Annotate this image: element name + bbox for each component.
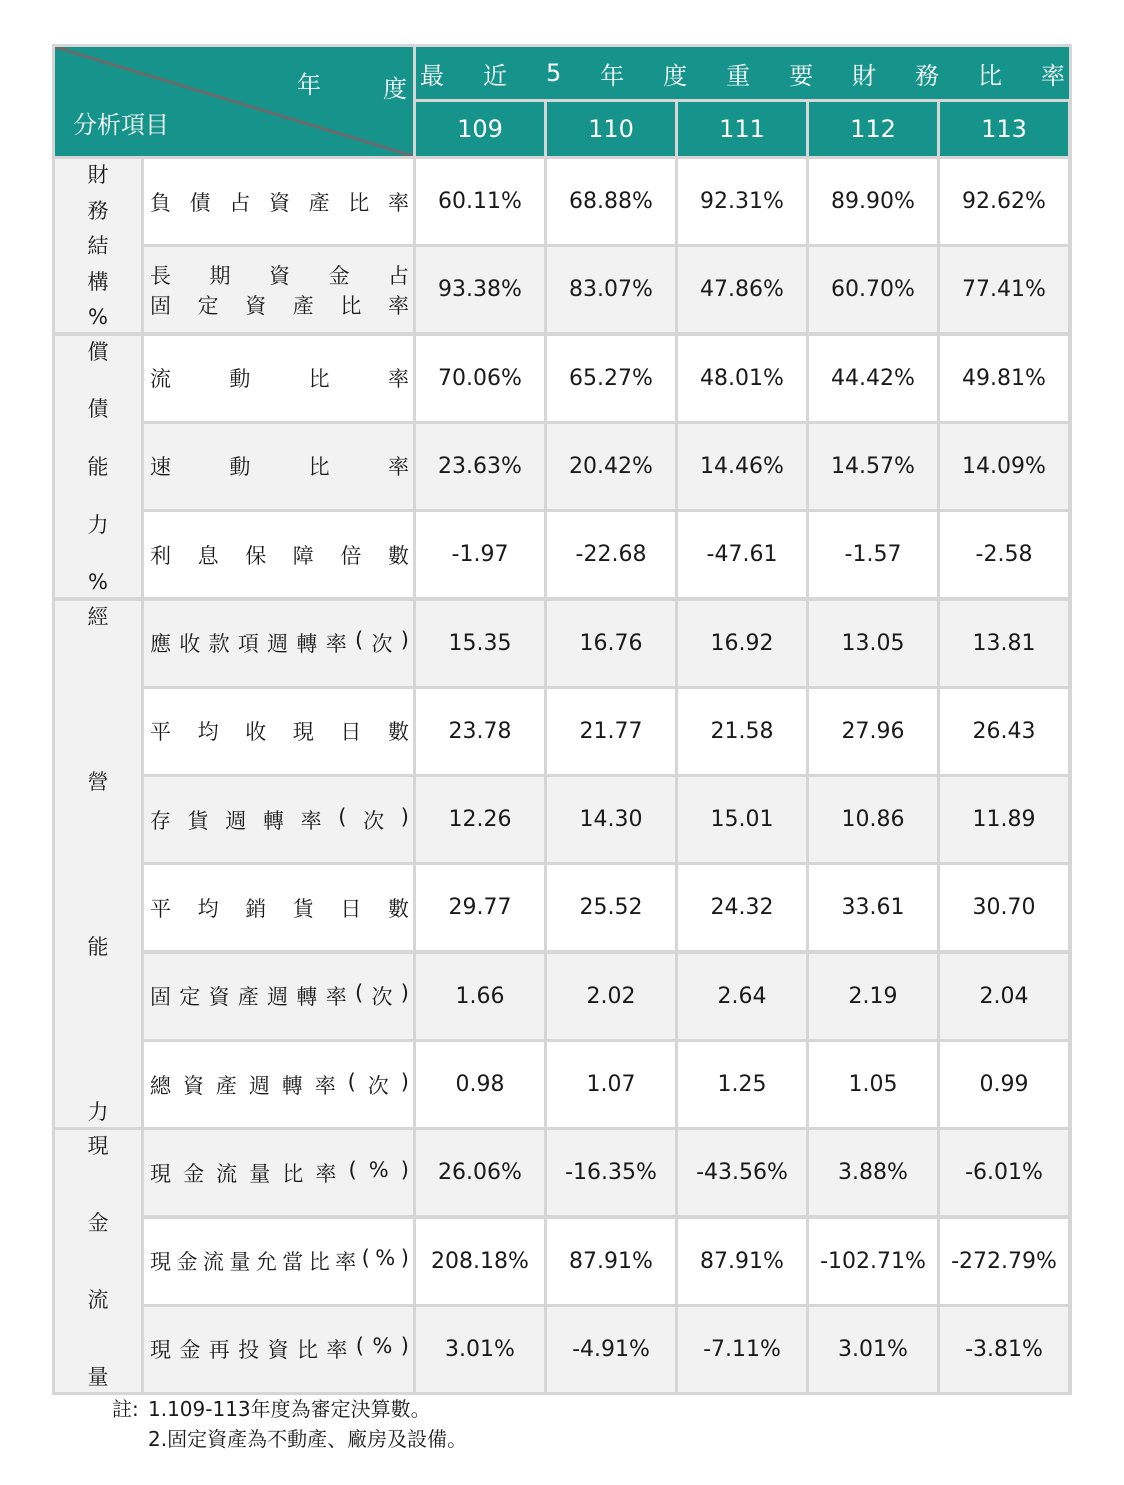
span-title-char: 務 [915, 61, 940, 90]
year-header-111: 111 [678, 102, 806, 156]
row-label-char: 量 [249, 1161, 271, 1186]
value-cell: 14.46% [678, 424, 806, 509]
group-label-char: 能 [87, 454, 109, 479]
span-title-char: 最 [420, 61, 444, 90]
row-label-char: 動 [229, 455, 251, 480]
row-label-char: 率 [325, 985, 347, 1010]
value-cell: -2.58 [940, 512, 1068, 597]
row-label-char: 產 [308, 190, 330, 215]
value-cell: 33.61 [809, 865, 937, 950]
value-cell: 92.62% [940, 159, 1068, 244]
value-cell: 208.18% [416, 1219, 544, 1304]
group-label-char: % [88, 305, 108, 330]
year-header-109: 109 [416, 102, 544, 156]
value-cell: 60.11% [416, 159, 544, 244]
value-cell: 30.70 [940, 865, 1068, 950]
row-label [144, 1130, 413, 1215]
group-label-1 [55, 159, 141, 332]
value-cell: 12.26 [416, 777, 544, 862]
year-header-112: 112 [809, 102, 937, 156]
value-cell: 16.92 [678, 601, 806, 686]
value-cell: -22.68 [547, 512, 675, 597]
group-label-2 [55, 336, 141, 598]
row-label-char: 金 [328, 263, 350, 288]
value-cell: 21.58 [678, 689, 806, 774]
table-notes [112, 1394, 467, 1454]
row-label-char: 週 [267, 985, 289, 1010]
row-label-char: 貨 [187, 808, 209, 833]
value-cell: 0.99 [940, 1042, 1068, 1127]
row-label-char: 均 [197, 720, 219, 745]
row-label-char: 平 [150, 896, 171, 921]
value-cell: -6.01% [940, 1130, 1068, 1215]
row-label-char: 長 [150, 263, 171, 288]
value-cell: 47.86% [678, 247, 806, 332]
row-label [144, 954, 413, 1039]
row-label-char: 率 [326, 1338, 348, 1363]
row-label-char: ) [400, 1246, 409, 1271]
group-label-char: 流 [87, 1288, 109, 1313]
row-label-char: 比 [308, 1250, 330, 1275]
row-label-char: 當 [282, 1250, 304, 1275]
row-label-line [150, 187, 409, 217]
row-label-char: 週 [225, 808, 247, 833]
row-label-char: ( [355, 1334, 364, 1359]
value-cell: 21.77 [547, 689, 675, 774]
value-cell: 26.43 [940, 689, 1068, 774]
row-label-char: 轉 [296, 985, 318, 1010]
row-label-char: 固 [150, 293, 171, 318]
row-label-char: 資 [245, 293, 267, 318]
row-label-char: 次 [367, 1073, 389, 1098]
row-label-char: % [375, 1246, 396, 1271]
row-label-char: 障 [292, 543, 314, 568]
value-cell: -16.35% [547, 1130, 675, 1215]
group-label-char: 構 [87, 269, 109, 294]
row-label-char: 日 [340, 896, 362, 921]
note-line-1: 1.109-113年度為審定決算數。 [148, 1397, 431, 1421]
row-label-char: 總 [150, 1073, 171, 1098]
row-label-char: 數 [387, 720, 409, 745]
value-cell: 10.86 [809, 777, 937, 862]
value-cell: 83.07% [547, 247, 675, 332]
span-title-char: 比 [978, 61, 1002, 90]
row-label-char: 率 [387, 293, 409, 318]
row-label-char: 占 [229, 190, 251, 215]
value-cell: 3.88% [809, 1130, 937, 1215]
span-title-char: 率 [1040, 61, 1065, 90]
year-header-113: 113 [940, 102, 1068, 156]
value-cell: 15.35 [416, 601, 544, 686]
span-title-char: 重 [726, 61, 751, 90]
group-label-4 [55, 1130, 141, 1392]
financial-ratio-table [52, 44, 1072, 1395]
group-label-char: 財 [87, 163, 109, 187]
row-label-char: 銷 [245, 896, 267, 921]
row-label-char: 日 [340, 720, 362, 745]
value-cell: -47.61 [678, 512, 806, 597]
row-label-char: 速 [150, 455, 171, 480]
span-title-char: 要 [789, 61, 814, 90]
row-label-char: 率 [387, 367, 409, 392]
row-label-char: 資 [182, 1073, 204, 1098]
row-label-char: 定 [197, 293, 219, 318]
row-label [144, 1219, 413, 1304]
value-cell: 1.05 [809, 1042, 937, 1127]
value-cell: 14.57% [809, 424, 937, 509]
header-du: 度 [383, 75, 407, 103]
group-label-char: 現 [87, 1134, 109, 1159]
row-label-char: 金 [183, 1161, 205, 1186]
value-cell: 48.01% [678, 336, 806, 421]
header-nian: 年 [297, 71, 321, 99]
value-cell: 25.52 [547, 865, 675, 950]
value-cell: -4.91% [547, 1307, 675, 1392]
value-cell: 13.81 [940, 601, 1068, 686]
row-label-char: 現 [150, 1250, 171, 1275]
row-label-char: 率 [325, 632, 347, 656]
value-cell: 70.06% [416, 336, 544, 421]
span-title-char: 財 [852, 61, 877, 90]
group-label-3 [55, 601, 141, 1128]
row-label-char: 率 [300, 808, 322, 833]
value-cell: 2.64 [678, 954, 806, 1039]
value-cell: 23.78 [416, 689, 544, 774]
row-label-char: 利 [150, 543, 171, 568]
value-cell: 44.42% [809, 336, 937, 421]
value-cell: 3.01% [809, 1307, 937, 1392]
row-label-char: ( [348, 1157, 357, 1182]
row-label-char: 流 [216, 1161, 238, 1186]
row-label-char: ) [400, 804, 409, 829]
row-label-char: ( [354, 628, 364, 652]
value-cell: 20.42% [547, 424, 675, 509]
value-cell: 15.01 [678, 777, 806, 862]
value-cell: 68.88% [547, 159, 675, 244]
row-label-char: 週 [248, 1073, 270, 1098]
row-label-line [150, 1246, 409, 1276]
group-label-char: 償 [87, 339, 109, 364]
row-label-char: 投 [238, 1338, 260, 1363]
value-cell: 3.01% [416, 1307, 544, 1392]
row-label [144, 865, 413, 950]
row-label-char: 保 [245, 543, 267, 568]
row-label-line [150, 981, 409, 1011]
row-label-char: ( [354, 981, 364, 1006]
span-title-char: 度 [663, 61, 688, 90]
row-label-char: 金 [179, 1338, 201, 1363]
row-label-line [150, 893, 409, 923]
group-label-char: 經 [87, 604, 109, 629]
row-label-char: 比 [282, 1161, 304, 1186]
row-label-line [150, 540, 409, 570]
value-cell: 23.63% [416, 424, 544, 509]
row-label-line [150, 805, 409, 835]
row-label-char: 固 [150, 985, 171, 1010]
row-label-char: ( [361, 1246, 370, 1271]
row-label-char: 項 [237, 632, 259, 656]
row-label-char: 資 [268, 190, 290, 215]
row-label [144, 1307, 413, 1392]
value-cell: 77.41% [940, 247, 1068, 332]
row-label-line [150, 1334, 409, 1364]
value-cell: -7.11% [678, 1307, 806, 1392]
row-label-char: ) [400, 1334, 409, 1359]
row-label-char: 負 [150, 190, 171, 215]
row-label-char: 率 [335, 1250, 357, 1275]
row-label-line [150, 628, 409, 658]
row-label-char: 貨 [292, 896, 314, 921]
row-label-char: 產 [237, 985, 259, 1010]
row-label-char: 率 [387, 455, 409, 480]
row-label [144, 336, 413, 421]
row-label-char: 款 [208, 632, 230, 656]
row-label-char: 占 [388, 263, 409, 288]
row-label-char: % [372, 1334, 393, 1359]
value-cell: 14.30 [547, 777, 675, 862]
value-cell: -272.79% [940, 1219, 1068, 1304]
row-label-char: 平 [150, 720, 171, 745]
group-label-char: 金 [87, 1211, 109, 1236]
row-label-line [150, 260, 409, 290]
row-label-char: 資 [208, 985, 230, 1010]
row-label-char: 均 [197, 896, 219, 921]
row-label-char: 量 [229, 1250, 251, 1275]
group-label-char: % [88, 570, 108, 595]
notes-prefix: 註: [112, 1397, 139, 1421]
row-label-char: 比 [348, 190, 370, 215]
value-cell: 11.89 [940, 777, 1068, 862]
row-label-char: 應 [150, 632, 171, 656]
value-cell: 2.02 [547, 954, 675, 1039]
row-label-stack [150, 260, 409, 320]
value-cell: 65.27% [547, 336, 675, 421]
row-label-line [150, 1158, 409, 1188]
group-label-char: 結 [87, 234, 109, 259]
row-label-char: % [368, 1157, 389, 1182]
row-label-line [150, 451, 409, 481]
row-label-char: 收 [245, 720, 267, 745]
value-cell: -3.81% [940, 1307, 1068, 1392]
group-label-char: 債 [87, 397, 109, 422]
row-label-char: 率 [315, 1161, 337, 1186]
value-cell: 1.25 [678, 1042, 806, 1127]
row-label-char: 允 [255, 1250, 277, 1275]
group-label-char: 能 [87, 934, 109, 959]
row-label-line [150, 290, 409, 320]
value-cell: -43.56% [678, 1130, 806, 1215]
row-label-char: 倍 [340, 543, 362, 568]
span-title-char: 近 [482, 61, 507, 90]
row-label-char: 比 [340, 293, 362, 318]
group-label-char: 量 [87, 1364, 109, 1389]
group-label-char: 力 [87, 1099, 109, 1124]
value-cell: 60.70% [809, 247, 937, 332]
row-label-char: ( [347, 1069, 356, 1094]
row-label [144, 159, 413, 244]
row-label-char: 現 [292, 720, 314, 745]
header-item-label: 分析項目 [73, 111, 169, 139]
value-cell: 24.32 [678, 865, 806, 950]
value-cell: 0.98 [416, 1042, 544, 1127]
value-cell: 27.96 [809, 689, 937, 774]
row-label-char: 期 [209, 263, 231, 288]
row-label-char: 收 [179, 632, 201, 656]
value-cell: 2.19 [809, 954, 937, 1039]
value-cell: 87.91% [547, 1219, 675, 1304]
group-label-char: 務 [87, 198, 109, 223]
row-label-char: 資 [269, 263, 290, 288]
row-label-char: 現 [150, 1161, 171, 1186]
row-label-char: ) [400, 1157, 409, 1182]
value-cell: 89.90% [809, 159, 937, 244]
row-label-char: 資 [267, 1338, 289, 1363]
row-label-char: ( [338, 804, 347, 829]
row-label-char: 週 [267, 632, 289, 656]
row-label-char: 金 [176, 1250, 198, 1275]
note-line-2: 2.固定資產為不動產、廠房及設備。 [148, 1427, 468, 1451]
row-label-line [150, 363, 409, 393]
value-cell: 16.76 [547, 601, 675, 686]
row-label-char: 債 [189, 190, 211, 215]
row-label-line [150, 1070, 409, 1100]
value-cell: -102.71% [809, 1219, 937, 1304]
corner-header-cell [55, 47, 413, 156]
value-cell: -1.57 [809, 512, 937, 597]
row-label-char: 產 [215, 1073, 237, 1098]
value-cell: 1.07 [547, 1042, 675, 1127]
row-label-char: 率 [314, 1073, 336, 1098]
span-title-cell [416, 47, 1069, 99]
row-label-char: 流 [202, 1250, 224, 1275]
row-label-char: 比 [308, 367, 330, 392]
row-label-char: 次 [363, 808, 385, 833]
row-label [144, 689, 413, 774]
row-label-char: 流 [150, 367, 171, 392]
value-cell: -1.97 [416, 512, 544, 597]
row-label-char: 次 [371, 985, 393, 1010]
row-label-char: 轉 [262, 808, 284, 833]
row-label-char: 數 [387, 896, 409, 921]
row-label-char: 現 [150, 1338, 171, 1363]
value-cell: 1.66 [416, 954, 544, 1039]
value-cell: 2.04 [940, 954, 1068, 1039]
value-cell: 93.38% [416, 247, 544, 332]
row-label-char: ) [400, 628, 409, 652]
group-label-char: 營 [87, 769, 109, 794]
row-label-char: 比 [308, 455, 330, 480]
span-title-char: 5 [545, 59, 562, 87]
row-label-char: 存 [150, 808, 171, 833]
row-label-char: 轉 [296, 632, 318, 656]
row-label-char: 定 [179, 985, 201, 1010]
row-label-char: 比 [296, 1338, 318, 1363]
row-label-char: 產 [292, 293, 314, 318]
row-label-char: 動 [229, 367, 251, 392]
row-label-line [150, 716, 409, 746]
group-label-char: 力 [87, 512, 109, 537]
value-cell: 29.77 [416, 865, 544, 950]
row-label [144, 777, 413, 862]
row-label-char: ) [400, 981, 409, 1006]
row-label-char: 率 [387, 190, 409, 215]
row-label-char: 再 [208, 1338, 230, 1363]
row-label-char: 息 [197, 543, 219, 568]
year-header-110: 110 [547, 102, 675, 156]
value-cell: 92.31% [678, 159, 806, 244]
row-label-char: 次 [371, 632, 393, 656]
value-cell: 26.06% [416, 1130, 544, 1215]
value-cell: 87.91% [678, 1219, 806, 1304]
value-cell: 14.09% [940, 424, 1068, 509]
row-label [144, 601, 413, 686]
value-cell: 13.05 [809, 601, 937, 686]
span-title-char: 年 [600, 61, 625, 90]
row-label-char: 轉 [281, 1073, 303, 1098]
row-label [144, 512, 413, 597]
row-label-char: 數 [387, 543, 409, 568]
row-label [144, 424, 413, 509]
row-label [144, 1042, 413, 1127]
row-label [144, 247, 413, 332]
row-label-char: ) [400, 1069, 409, 1094]
value-cell: 49.81% [940, 336, 1068, 421]
